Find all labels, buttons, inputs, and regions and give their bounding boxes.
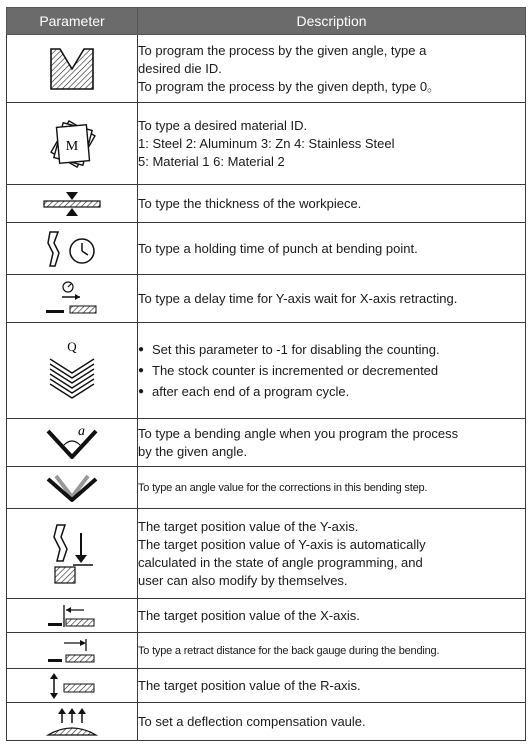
description-line: To type the thickness of the workpiece.: [138, 195, 362, 211]
parameter-description: [138, 185, 526, 223]
stock-counter-icon-letter: Q: [67, 338, 77, 354]
table-row: [7, 323, 526, 419]
description-line: The target position value of the X-axis.: [138, 607, 360, 623]
parameter-icon-cell: [7, 669, 138, 703]
description-bullet: ● The stock counter is incremented or decremented: [138, 360, 525, 381]
description-line: The target position value of the R-axis.: [138, 677, 361, 693]
table-row: [7, 599, 526, 633]
parameter-description: [138, 323, 526, 419]
stock-counter-icon: [44, 339, 100, 403]
description-line: To program the process by the given angle, type a: [138, 42, 427, 58]
die-id-icon: [47, 47, 97, 91]
description-line: To type an angle value for the corrections in this bending step.: [138, 481, 428, 494]
parameter-description: [138, 35, 526, 103]
description-line: To type a bending angle when you program the process: [138, 425, 459, 441]
parameter-table: [6, 7, 526, 741]
table-row: [7, 419, 526, 467]
parameter-description: [138, 703, 526, 741]
table-row: [7, 35, 526, 103]
y-axis-position-icon: [47, 523, 97, 585]
parameter-description: [138, 103, 526, 185]
parameter-description: [138, 419, 526, 467]
description-bullet-list: [138, 339, 525, 402]
table-header-row: [7, 8, 526, 35]
parameter-icon-cell: [7, 103, 138, 185]
description-line: To type a retract distance for the back gauge during the bending.: [138, 644, 440, 657]
table-row: [7, 703, 526, 741]
deflection-compensation-icon: [42, 707, 102, 737]
description-line: 5: Material 1 6: Material 2: [138, 153, 285, 169]
bending-angle-icon: [42, 423, 102, 463]
angle-correction-icon: [42, 473, 102, 503]
table-row: [7, 633, 526, 669]
parameter-description: [138, 509, 526, 599]
parameter-icon-cell: [7, 223, 138, 275]
parameter-icon-cell: [7, 323, 138, 419]
holding-time-icon: [42, 229, 102, 269]
parameter-icon-cell: [7, 509, 138, 599]
parameter-icon-cell: [7, 703, 138, 741]
bending-angle-icon-letter: a: [78, 423, 85, 439]
parameter-icon-cell: [7, 275, 138, 323]
description-line: by the given angle.: [138, 443, 248, 459]
table-row: [7, 103, 526, 185]
description-line: To set a deflection compensation vaule.: [138, 713, 366, 729]
description-line: desired die ID.: [138, 60, 222, 76]
table-row: [7, 185, 526, 223]
delay-time-icon: [42, 280, 102, 318]
description-line: The target position value of Y-axis is automatically: [138, 536, 426, 552]
description-line: The target position value of the Y-axis.: [138, 518, 359, 534]
parameter-icon-cell: [7, 35, 138, 103]
parameter-icon-cell: [7, 419, 138, 467]
parameter-description: [138, 275, 526, 323]
parameter-column-header: Parameter: [7, 8, 138, 35]
material-icon: [44, 114, 100, 174]
description-column-header: Description: [138, 8, 526, 35]
parameter-description: [138, 599, 526, 633]
parameter-description: [138, 633, 526, 669]
description-line: calculated in the state of angle programming, and: [138, 554, 423, 570]
parameter-icon-cell: [7, 467, 138, 509]
parameter-description: [138, 669, 526, 703]
description-line: To type a holding time of punch at bending point.: [138, 240, 418, 256]
description-bullet-continuation: ● after each end of a program cycle.: [138, 381, 525, 402]
parameter-description: [138, 223, 526, 275]
description-line: 1: Steel 2: Aluminum 3: Zn 4: Stainless Steel: [138, 135, 395, 151]
r-axis-position-icon: [42, 672, 102, 700]
table-row: [7, 509, 526, 599]
description-line: To type a desired material ID.: [138, 117, 308, 133]
table-row: [7, 669, 526, 703]
parameter-icon-cell: [7, 185, 138, 223]
thickness-icon: [40, 191, 104, 217]
x-axis-position-icon: [42, 603, 102, 629]
parameter-icon-cell: [7, 633, 138, 669]
parameter-icon-cell: [7, 599, 138, 633]
table-row: [7, 275, 526, 323]
description-line: To type a delay time for Y-axis wait for X-axis retracting.: [138, 290, 458, 306]
parameter-description: [138, 467, 526, 509]
material-icon-letter: M: [65, 138, 79, 154]
description-line: To program the process by the given depth, type 0。: [138, 78, 441, 94]
description-bullet: ● Set this parameter to -1 for disabling the counting.: [138, 339, 525, 360]
table-row: [7, 223, 526, 275]
description-line: user can also modify by themselves.: [138, 572, 348, 588]
table-row: [7, 467, 526, 509]
retract-distance-icon: [42, 637, 102, 665]
